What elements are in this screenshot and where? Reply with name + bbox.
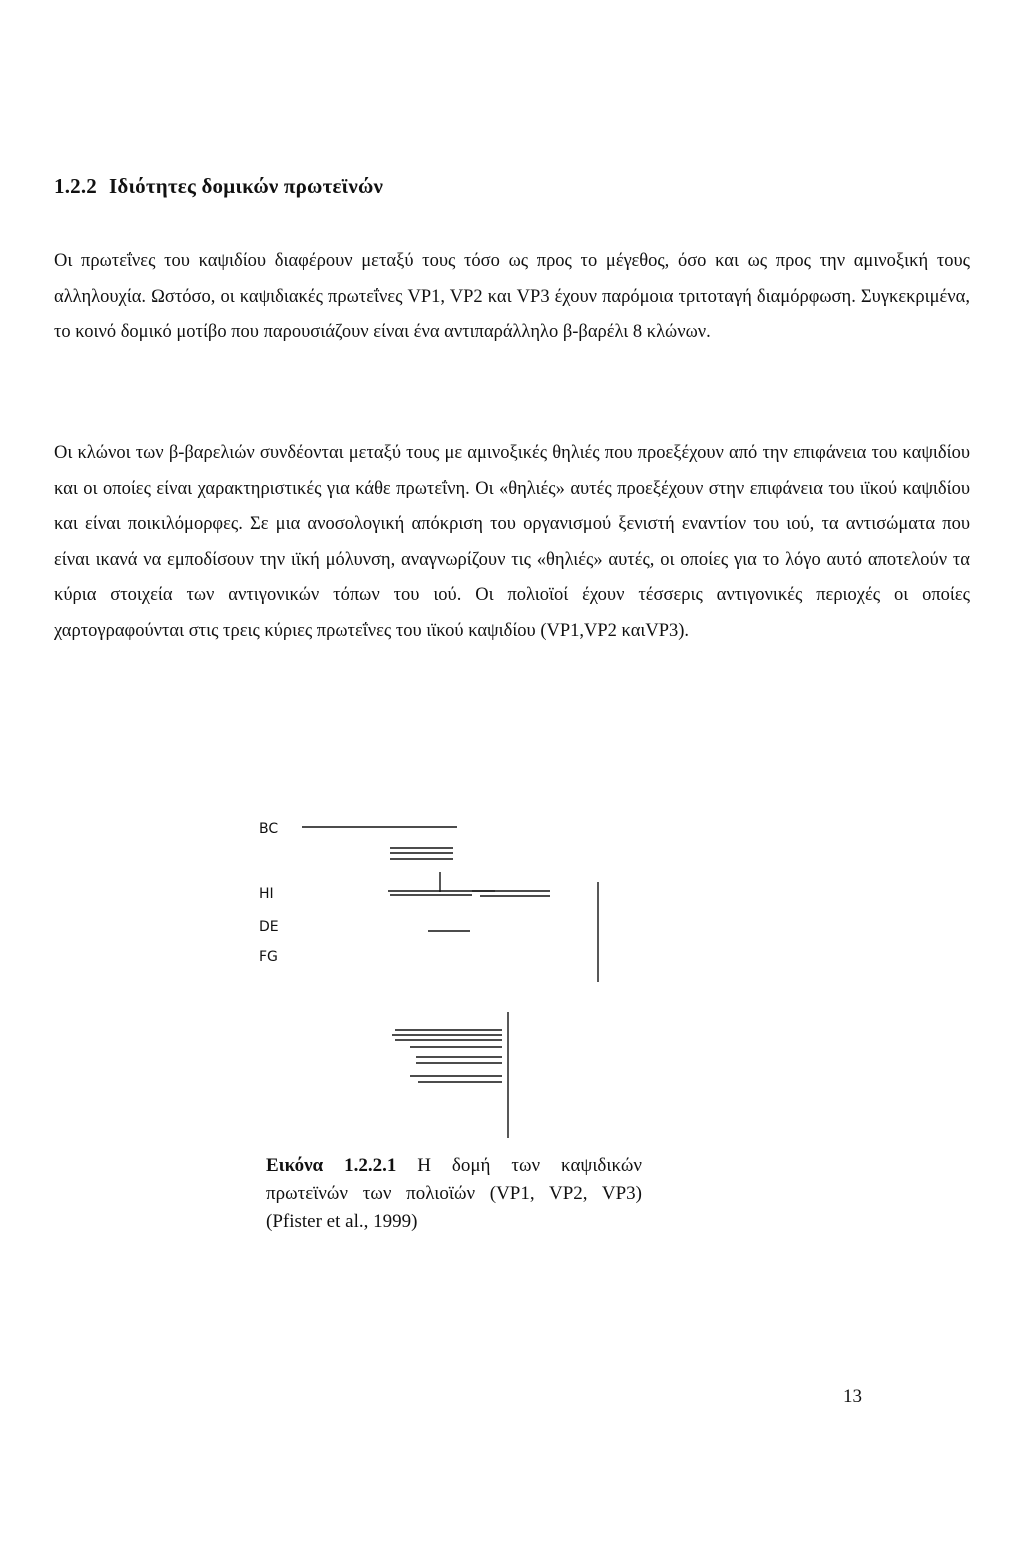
caption-label: Εικόνα 1.2.2.1 — [266, 1155, 397, 1176]
loop-label-hi: HI — [259, 886, 274, 902]
paragraph-2: Οι κλώνοι των β-βαρελιών συνδέονται μεταξύ τους με αμινοξικές θηλιές που προεξέχουν από την επιφάνεια του καψιδίου και οι οποίες είναι χαρακτηριστικές για κάθε πρωτεΐνη. Οι «θηλιές» αυτές προεξέχουν στην επιφάνεια του ιϊκού καψιδίου και είναι ποικιλόμορφες. Σε μια ανοσολογική απόκριση του οργανισμού ξενιστή εναντίον του ιού, τα αντισώματα που είναι ικανά να εμποδίσουν την ιϊκή μόλυνση, αναγνωρίζουν τις «θηλιές» αυτές, οι οποίες για το λόγο αυτό αποτελούν τα κύρια στοιχεία των αντιγονικών τόπων του ιού. Οι πολιοϊοί έχουν τέσσερις αντιγονικές περιοχές οι οποίες χαρτογραφούνται στις τρεις κύριες πρωτεΐνες του ιϊκού καψιδίου (VP1,VP2 καιVP3). — [54, 443, 970, 641]
loop-label-bc: BC — [259, 821, 279, 837]
loop-label-de: DE — [259, 919, 279, 935]
section-number: 1.2.2 — [54, 174, 97, 198]
caption-text: Η δομή των καψιδικών πρωτεϊνών των πολιοϊών (VP1, VP2, VP3) (Pfister et al., 1999) — [266, 1155, 642, 1232]
figure-caption — [266, 1152, 642, 1236]
page-number: 13 — [843, 1386, 862, 1407]
section-title: Ιδιότητες δομικών πρωτεϊνών — [109, 174, 384, 198]
paragraph-1: Οι πρωτεΐνες του καψιδίου διαφέρουν μεταξύ τους τόσο ως προς το μέγεθος, όσο και ως προς την αμινοξική τους αλληλουχία. Ωστόσο, οι καψιδιακές πρωτεΐνες VP1, VP2 και VP3 έχουν παρόμοια τριτοταγή διαμόρφωση. Συγκεκριμένα, το κοινό δομικό μοτίβο που παρουσιάζουν είναι ένα αντιπαράλληλο β-βαρέλι 8 κλώνων. — [54, 251, 970, 342]
beta-barrel-diagram — [240, 800, 640, 1150]
section-heading — [54, 174, 383, 199]
loop-label-fg: FG — [259, 949, 278, 965]
capsid-protein-figure — [240, 800, 640, 1150]
